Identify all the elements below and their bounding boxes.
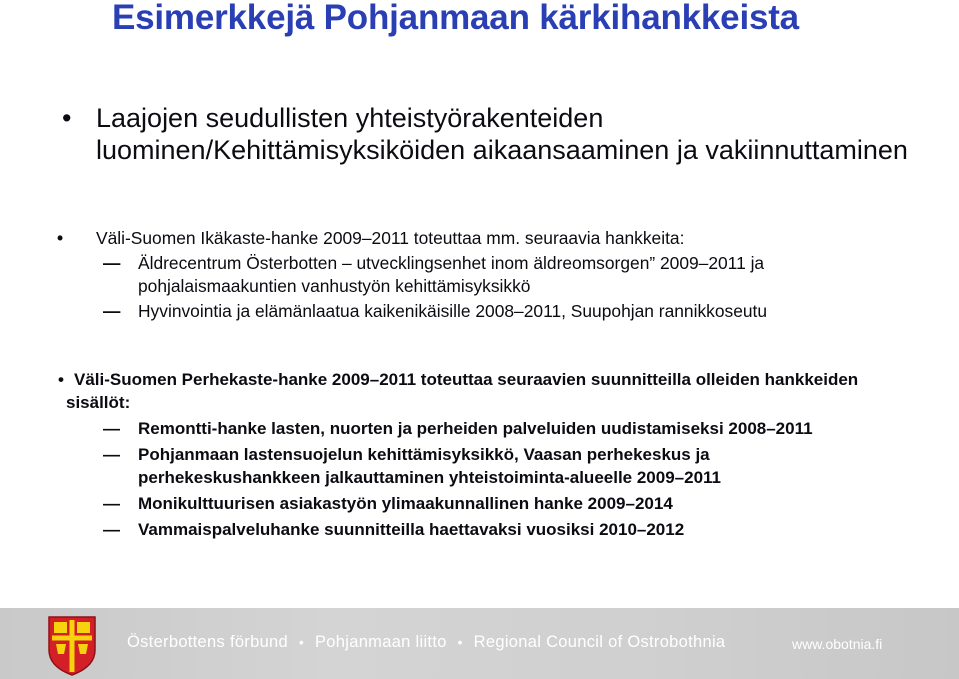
bullet-marker: • <box>58 370 64 389</box>
dash-marker: — <box>103 419 120 438</box>
coat-of-arms-icon <box>46 614 98 676</box>
bullet-marker: • <box>62 103 72 133</box>
footer-org-finnish: Pohjanmaan liitto <box>315 633 447 651</box>
list-item <box>0 518 873 541</box>
dash-marker: — <box>103 494 120 513</box>
list-item-text: Vammaispalveluhanke suunnitteilla haettavaksi vuosiksi 2010–2012 <box>138 520 685 539</box>
footer-org-swedish: Österbottens förbund <box>127 633 289 651</box>
list-item <box>0 443 873 489</box>
footer-organizations <box>127 633 725 652</box>
list-item-text: Remontti-hanke lasten, nuorten ja perheiden palveluiden uudistamiseksi 2008–2011 <box>138 419 813 438</box>
page-title: Esimerkkejä Pohjanmaan kärkihankkeista <box>112 0 799 37</box>
section-heading <box>0 227 886 250</box>
dash-marker: — <box>103 253 121 273</box>
bullet-marker: • <box>57 228 64 248</box>
section-heading <box>0 368 896 414</box>
section-heading-text: Väli-Suomen Perhekaste-hanke 2009–2011 toteuttaa seuraavien suunnitteilla olleiden hankkeiden sisällöt: <box>66 370 859 412</box>
footer-separator: • <box>457 634 463 650</box>
list-item <box>0 252 873 298</box>
list-item-text: Hyvinvointia ja elämänlaatua kaikenikäisille 2008–2011, Suupohjan rannikkoseutu <box>138 301 768 321</box>
dash-marker: — <box>103 301 121 321</box>
ikakaste-section <box>0 227 959 323</box>
list-item <box>0 417 873 440</box>
footer-bar <box>0 608 959 679</box>
section-heading-text: Väli-Suomen Ikäkaste-hanke 2009–2011 toteuttaa mm. seuraavia hankkeita: <box>96 228 685 248</box>
list-item <box>0 300 873 323</box>
perhekaste-section <box>0 368 959 541</box>
dash-marker: — <box>103 520 120 539</box>
list-item-text: Monikulttuurisen asiakastyön ylimaakunnallinen hanke 2009–2014 <box>138 494 673 513</box>
dash-marker: — <box>103 445 120 464</box>
list-item <box>0 492 873 515</box>
list-item-text: Pohjanmaan lastensuojelun kehittämisyksikkö, Vaasan perhekeskus ja perhekeskushankkeen jalkauttaminen yhteistoiminta-alueelle 2009–2011 <box>138 445 722 487</box>
main-bullet-text: Laajojen seudullisten yhteistyörakenteiden luominen/Kehittämisyksiköiden aikaansaaminen ja vakiinnuttaminen <box>96 103 908 165</box>
footer-website-link[interactable]: www.obotnia.fi <box>792 636 883 652</box>
list-item-text: Äldrecentrum Österbotten – utvecklingsenhet inom äldreomsorgen” 2009–2011 ja pohjalaismaakuntien vanhustyön kehittämisyksikkö <box>138 253 765 296</box>
footer-org-english: Regional Council of Ostrobothnia <box>473 633 726 651</box>
footer-separator: • <box>298 634 305 650</box>
